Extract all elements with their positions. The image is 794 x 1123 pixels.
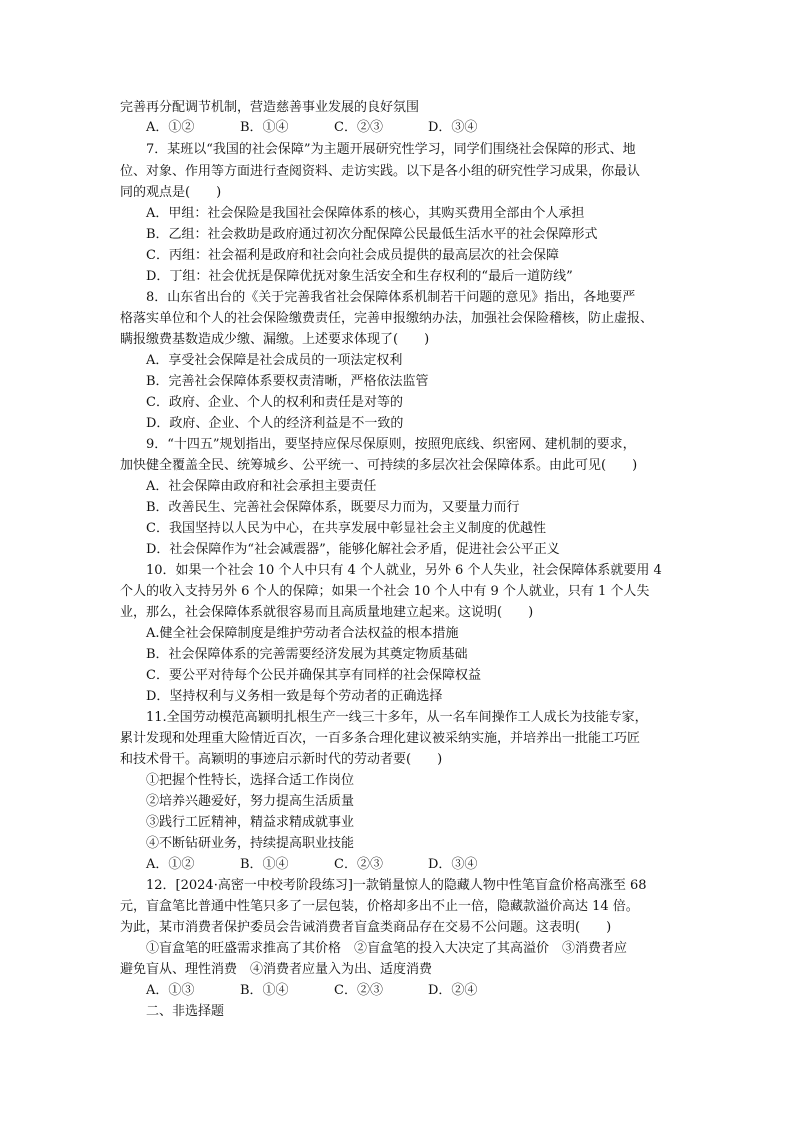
option-c: C．②③	[334, 983, 383, 998]
option-d: D．②④	[428, 983, 478, 998]
q9-option-c: C．我国坚持以人民为中心，在共享发展中彰显社会主义制度的优越性	[146, 521, 546, 536]
option-a: A．①②	[146, 120, 195, 135]
q12-stem-1: 12．[2024·高密一中校考阶段练习]一款销量惊人的隐藏人物中性笔盲盒价格高涨至 68	[146, 878, 647, 893]
q11-stem-2: 累计发现和处理重大险情近百次，一百多条合理化建议被采纳实施，并培养出一批能工巧匠	[120, 731, 641, 746]
q8-option-c: C．政府、企业、个人的权利和责任是对等的	[146, 395, 403, 410]
section-heading: 二、非选择题	[146, 1004, 225, 1019]
q8-stem-3: 瞒报缴费基数造成少缴、漏缴。上述要求体现了( )	[120, 332, 430, 347]
q7-stem-1: 7．某班以“我国的社会保障”为主题开展研究性学习，同学们围绕社会保障的形式、地	[146, 142, 636, 157]
q10-option-d: D．坚持权利与义务相一致是每个劳动者的正确选择	[146, 689, 443, 704]
q12-options	[146, 981, 680, 1001]
q12-stem-3: 为此，某市消费者保护委员会告诫消费者盲盒类商品存在交易不公问题。这表明( )	[120, 920, 612, 935]
q11-stem-1: 11.全国劳动模范高颖明扎根生产一线三十多年，从一名车间操作工人成长为技能专家，	[146, 710, 648, 725]
option-b: B．①④	[240, 120, 289, 135]
q8-option-b: B．完善社会保障体系要权责清晰，严格依法监管	[146, 374, 429, 389]
q11-stem-3: 和技术骨干。高颖明的事迹启示新时代的劳动者要( )	[120, 752, 443, 767]
option-c: C．②③	[334, 857, 383, 872]
option-c: C．②③	[334, 120, 383, 135]
q7-option-d: D．丁组：社会优抚是保障优抚对象生活安全和生存权利的“最后一道防线”	[146, 269, 573, 284]
q10-stem-2: 个人的收入支持另外 6 个人的保障；如果一个社会 10 个人中有 9 个人就业，只有 1 个人失	[120, 584, 650, 599]
q11-item-4: ④不断钻研业务，持续提高职业技能	[146, 836, 355, 851]
q10-option-b: B．社会保障体系的完善需要经济发展为其奠定物质基础	[146, 647, 468, 662]
q9-stem-1: 9．“十四五”规划指出，要坚持应保尽保原则，按照兜底线、织密网、建机制的要求，	[146, 437, 636, 452]
q7-stem-3: 同的观点是( )	[120, 185, 222, 200]
q11-item-1: ①把握个性特长，选择合适工作岗位	[146, 773, 355, 788]
q10-stem-3: 业，那么，社会保障体系就很容易而且高质量地建立起来。这说明( )	[120, 605, 534, 620]
q12-items-1: ①盲盒笔的旺盛需求推高了其价格 ②盲盒笔的投入大决定了其高溢价 ③消费者应	[146, 941, 628, 956]
q11-item-2: ②培养兴趣爱好，努力提高生活质量	[146, 794, 355, 809]
option-b: B．①④	[240, 857, 289, 872]
q10-option-c: C．要公平对待每个公民并确保其享有同样的社会保障权益	[146, 668, 481, 683]
q11-options	[146, 855, 680, 875]
q10-stem-1: 10．如果一个社会 10 个人中只有 4 个人就业，另外 6 个人失业，社会保障体系就要用 4	[146, 563, 662, 578]
q7-stem-2: 位、对象、作用等方面进行查阅资料、走访实践。以下是各小组的研究性学习成果，你最认	[120, 164, 641, 179]
option-d: D．③④	[428, 857, 478, 872]
option-b: B．①④	[240, 983, 289, 998]
q11-item-3: ③践行工匠精神，精益求精成就事业	[146, 815, 355, 830]
option-a: A．①②	[146, 857, 195, 872]
q6-tail: 完善再分配调节机制，营造慈善事业发展的良好氛围	[120, 100, 420, 115]
q7-option-a: A．甲组：社会保险是我国社会保障体系的核心，其购买费用全部由个人承担	[146, 206, 585, 221]
q7-option-b: B．乙组：社会救助是政府通过初次分配保障公民最低生活水平的社会保障形式	[146, 227, 598, 242]
q6-options	[146, 118, 680, 138]
q8-option-a: A．享受社会保障是社会成员的一项法定权利	[146, 353, 403, 368]
q9-option-a: A．社会保障由政府和社会承担主要责任	[146, 479, 377, 494]
option-d: D．③④	[428, 120, 478, 135]
q12-items-2: 避免盲从、理性消费 ④消费者应量入为出、适度消费	[120, 962, 433, 977]
q9-stem-2: 加快健全覆盖全民、统筹城乡、公平统一、可持续的多层次社会保障体系。由此可见( )	[120, 458, 638, 473]
q7-option-c: C．丙组：社会福利是政府和社会向社会成员提供的最高层次的社会保障	[146, 248, 559, 263]
q9-option-b: B．改善民生、完善社会保障体系，既要尽力而为，又要量力而行	[146, 500, 520, 515]
q8-stem-2: 格落实单位和个人的社会保险缴费责任，完善申报缴纳办法，加强社会保险稽核，防止虚报、	[120, 311, 654, 326]
q8-option-d: D．政府、企业、个人的经济利益是不一致的	[146, 416, 404, 431]
option-a: A．①③	[146, 983, 195, 998]
q12-stem-2: 元，盲盒笔比普通中性笔只多了一层包装，价格却多出不止一倍，隐藏款溢价高达 14 倍。	[120, 899, 639, 914]
q10-option-a: A.健全社会保障制度是维护劳动者合法权益的根本措施	[146, 626, 459, 641]
q8-stem-1: 8．山东省出台的《关于完善我省社会保障体系机制若干问题的意见》指出，各地要严	[146, 290, 636, 305]
q9-option-d: D．社会保障作为“社会减震器”，能够化解社会矛盾，促进社会公平正义	[146, 542, 560, 557]
